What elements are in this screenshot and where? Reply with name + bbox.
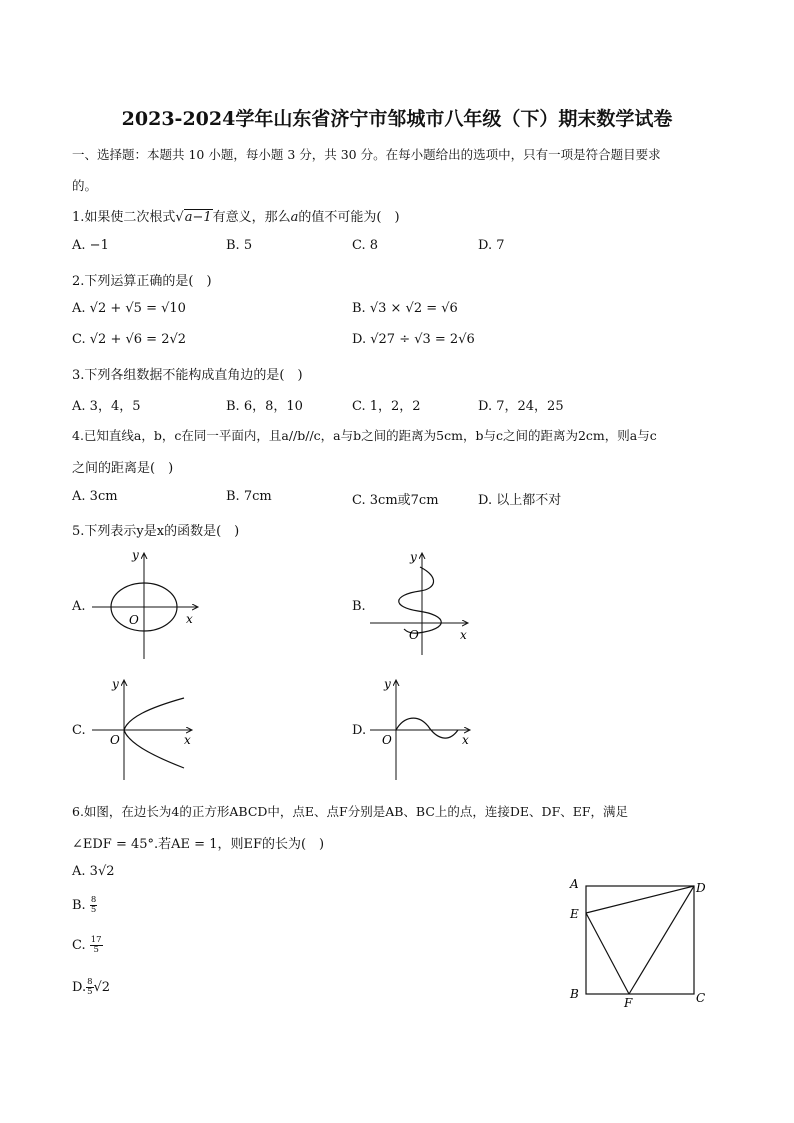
q2-option-a[interactable]: A. √2 + √5 = √10: [72, 301, 186, 316]
q1-option-a[interactable]: A. −1: [72, 238, 109, 253]
y-label: y: [112, 677, 119, 691]
point-e-label: E: [570, 907, 579, 921]
point-a-label: A: [570, 877, 579, 891]
q5-option-a-label[interactable]: A.: [72, 599, 86, 614]
x-label: x: [184, 733, 191, 747]
q6-option-c[interactable]: C. $\frac{17}{5}$: [72, 935, 102, 955]
question-6-stem-line2: ∠EDF = 45°.若AE = 1，则EF的长为( ): [72, 837, 325, 852]
question-3-stem: 3.下列各组数据不能构成直角边的是( ): [72, 368, 303, 383]
point-b-label: B: [570, 987, 579, 1001]
q3-option-b[interactable]: B. 6，8，10: [226, 399, 303, 414]
question-5-stem: 5.下列表示y是x的函数是( ): [72, 524, 240, 539]
y-label: y: [384, 677, 391, 691]
q6-square-figure: [562, 872, 712, 1012]
origin-label: O: [409, 628, 419, 642]
q5-graph-a[interactable]: [88, 545, 208, 663]
q5-option-d-label[interactable]: D.: [352, 723, 367, 738]
q3-option-d[interactable]: D. 7，24，25: [478, 399, 564, 414]
section-instruction-line2: 的。: [72, 178, 98, 193]
point-f-label: F: [624, 996, 633, 1010]
point-d-label: D: [696, 881, 706, 895]
question-6-stem-line1: 6.如图，在边长为4的正方形ABCD中，点E、点F分别是AB、BC上的点，连接DE、DF、EF，满足: [72, 804, 629, 819]
q1-stem-pre: 1.如果使二次根式: [72, 210, 176, 225]
q2-option-d[interactable]: D. √27 ÷ √3 = 2√6: [352, 332, 475, 347]
segment-de: [586, 886, 694, 913]
q2-option-b[interactable]: B. √3 × √2 = √6: [352, 301, 458, 316]
q4-option-b[interactable]: B. 7cm: [226, 489, 272, 504]
q5-graph-d[interactable]: [366, 672, 478, 784]
q1-option-d[interactable]: D. 7: [478, 238, 505, 253]
square-abcd: [586, 886, 694, 994]
question-4-stem-line2: 之间的距离是( ): [72, 461, 174, 476]
sqrt-symbol: √: [175, 210, 184, 225]
q1-radicand: a−1: [184, 210, 212, 225]
x-label: x: [186, 612, 193, 626]
x-label: x: [462, 733, 469, 747]
q6-option-b[interactable]: B. $\frac{8}{5}$: [72, 895, 97, 915]
origin-label: O: [129, 613, 139, 627]
question-1-stem: [72, 206, 400, 225]
q5-option-b-label[interactable]: B.: [352, 599, 366, 614]
question-4-stem-line1: 4.已知直线a，b，c在同一平面内，且a//b//c，a与b之间的距离为5cm，b与c之间的距离为2cm，则a与c: [72, 428, 657, 443]
q5-option-c-label[interactable]: C.: [72, 723, 86, 738]
q1-option-c[interactable]: C. 8: [352, 238, 379, 253]
wave-curve: [396, 718, 458, 738]
q3-option-c[interactable]: C. 1，2，2: [352, 399, 421, 414]
question-2-stem: 2.下列运算正确的是( ): [72, 274, 212, 289]
section-instruction-line1: 一、选择题：本题共 10 小题，每小题 3 分，共 30 分。在每小题给出的选项中，只有一项是符合题目要求: [72, 147, 661, 162]
segment-ef: [586, 913, 629, 994]
y-label: y: [410, 550, 417, 564]
x-label: x: [460, 628, 467, 642]
segment-df: [629, 886, 694, 994]
q3-option-a[interactable]: A. 3，4，5: [72, 399, 141, 414]
y-label: y: [132, 548, 139, 562]
origin-label: O: [110, 733, 120, 747]
q5-graph-c[interactable]: [88, 672, 200, 784]
q1-stem-post: 的值不可能为( ): [298, 210, 400, 225]
q2-option-c[interactable]: C. √2 + √6 = 2√2: [72, 332, 187, 347]
q5-graph-b[interactable]: [366, 547, 476, 659]
q1-var: a: [290, 210, 299, 225]
page-title: 2023-2024学年山东省济宁市邹城市八年级（下）期末数学试卷: [121, 108, 673, 130]
q6-option-d[interactable]: D. $\frac{8}{5}$ √2: [72, 977, 111, 997]
q1-option-b[interactable]: B. 5: [226, 238, 253, 253]
q4-option-a[interactable]: A. 3cm: [72, 489, 118, 504]
point-c-label: C: [696, 991, 706, 1005]
q1-stem-mid: 有意义，那么: [212, 210, 291, 225]
q6-option-a[interactable]: A. 3√2: [72, 864, 115, 879]
q4-option-c[interactable]: C. 3cm或7cm: [352, 493, 439, 508]
origin-label: O: [382, 733, 392, 747]
parabola-curve: [124, 698, 184, 768]
q4-option-d[interactable]: D. 以上都不对: [478, 493, 562, 508]
